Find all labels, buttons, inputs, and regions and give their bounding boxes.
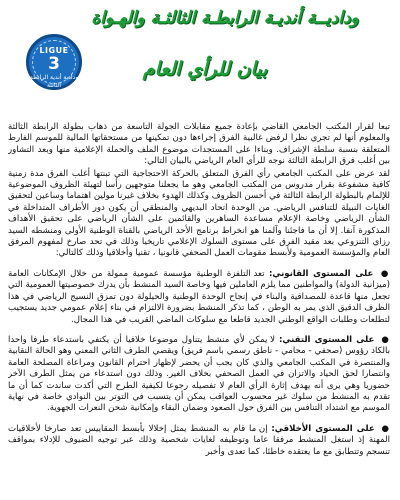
section-text: لا يمكن لأي منشط يتناول موضوعا خلافيا أن يكتفي باستدعاء طرفا واحدا بالكاد رؤوس (صحفي - محامي - ناطق رسمي باسم فريق) ويقصي الطرف الثاني المعني وهو الحالة النقابية والمنتصرة في المكتب الجامعي والذي كان يجب أن يحضر لإظهار احترام القانون ومراعاة المصلحة العامة وانتصارا لحق الحياد والاتزان في العمل الصحفي بخلاف الغير. وذلك دون استدعاء من يمثل الطرف الآخر حضوريا وهي يرى أنه يهدف إثارة الرأي العام لا تفصيله رجوعا لكيفية الطرح التي أكدت ساندت كما أن ما تقدم به المنشط من سلوك غير محسوب العواقب يمكن أن يتسبب في التوتر بين النوادي خاصة في نهاية الموسم مع اشتداد التنافس بين الفرق حول الصعود وضمان البقاء وإمكانية شحن النعرات الجهوية. <box>8 334 390 414</box>
intro-paragraph-2: لقد عرض على المكتب الجامعي رأي الفرق المتعلق بالحركة الاحتجاجية التي تبنتها أغلب الفرق مدة زمنية كافية مشفوعة بقرار مدروس من المكتب الجامعي وهو ما يجعلنا متوجهين رأسا لتهيئة الظروف الموضوعية للإلمام بالبطولة الرابطة الثالثة في أحسن الظروف وكذلك الهدوء بخلاف غيرنا مولين اهتماما وساعين لتحقيق الغايات النبيلة للتنافس الرياضي. من الوحدة اتحاد البديهي والمنطقي أن يكون دور الأطراف المتداخلة في الشأن الرياضي وخاصة الإعلام مساعدة الساهرين والقائمين على الشأن الرياضي على تحقيق الأهداف المذكورة آنفا. إلا أن ما فاجئنا وآلمنا هو انخراط برنامج الأحد الرياضي بالقناة الوطنية الأولى ومنشطه السيد رزاي التنزوعي بعد مقيد الفرق على مستوى السلوك الإعلامي تاريخيا وذلك في تحد صارخ لمفهوم المرفق العام والمؤسسة العمومية ولأبسط مقومات العمل الصحفي قانونيا ، تقنيا وأخلاقيا وذلك كالتالي: <box>8 168 390 259</box>
bullet-icon: ● <box>381 423 390 434</box>
section-technical <box>8 335 390 415</box>
logo-text-arabic: ودادية أندية الرابطة الثالثة <box>29 74 79 89</box>
bullet-icon: ● <box>381 334 390 345</box>
section-ethical <box>8 424 390 458</box>
statement-title: بيان للرأي العام <box>142 58 268 80</box>
association-title: وداديــة أنديـة الرابطـة الثالثـة والهـواة <box>91 8 359 28</box>
logo-ring <box>32 40 76 84</box>
section-text: تعد التلفزة الوطنية مؤسسة عمومية ممولة من خلال الإمكانات العامة (ميزانية الدولة) والمواطنين مما يلزم العاملين فيها وخاصة السيد المنشط بأن يدرك خصوصيتها العمومية التي تجعل منها قاعدة للمصداقية والبناء في إنجاح الوحدة الوطنية والحيلولة دون تمزق النسيج الرياضي في هذا الظرف الدقيق الذي يمر به الوطن ، كما تذكر المنشط بضرورة الالتزام في بناء إعلام عمومي جديد يستجيب لتطلعات وطلبات الواقع الوطني الجديد قاطعا مع سلوكات الماضي القريب في هذا المجال. <box>8 268 390 325</box>
section-legal <box>8 269 390 326</box>
logo-text-number: 3 <box>48 54 60 74</box>
league-logo <box>26 34 82 90</box>
section-text: إن ما قام به المنشط يمثل إخلالا بأبسط المقاييس تعد صارخا لأخلاقيات المهنة إذ استغل المنشط مرفقا عاما وتوظيفه لغايات شخصية وذلك عبر توجيه الضيوف للإدلاء بمواقف تنسجم وتتطابق مع ما يعتقده خاطئا، كما تعدى وأخبر <box>8 423 390 457</box>
intro-paragraph: تبعا لقرار المكتب الجامعي القاضي بإعادة جميع مقابلات الجولة التاسعة من ذهاب بطولة الرابطة الثالثة والمعلوم أنها لم تجري نظرا لرفض غالبية الفرق إجراءها دون تمكينها من مستحقاتها المالية للموسم الفارط المتعلقة بنسبة سلطة الإشراف. وبناءا على المستجدات موضوع الملف والحملة الإعلامية منها وبعد التشاور بين أغلب فرق الرابطة الثالثة نوجه للرأي العام الرياضي بالبيان التالي: <box>8 122 390 167</box>
statement-body <box>8 122 390 496</box>
section-label: على المستوى التقني: <box>279 334 375 345</box>
bullet-icon: ● <box>380 268 390 279</box>
section-label: على المستوى الأخلاقي: <box>271 423 375 434</box>
section-label: على المستوى القانوني: <box>268 268 374 279</box>
logo-text-ligue: LIGUE <box>39 46 69 55</box>
